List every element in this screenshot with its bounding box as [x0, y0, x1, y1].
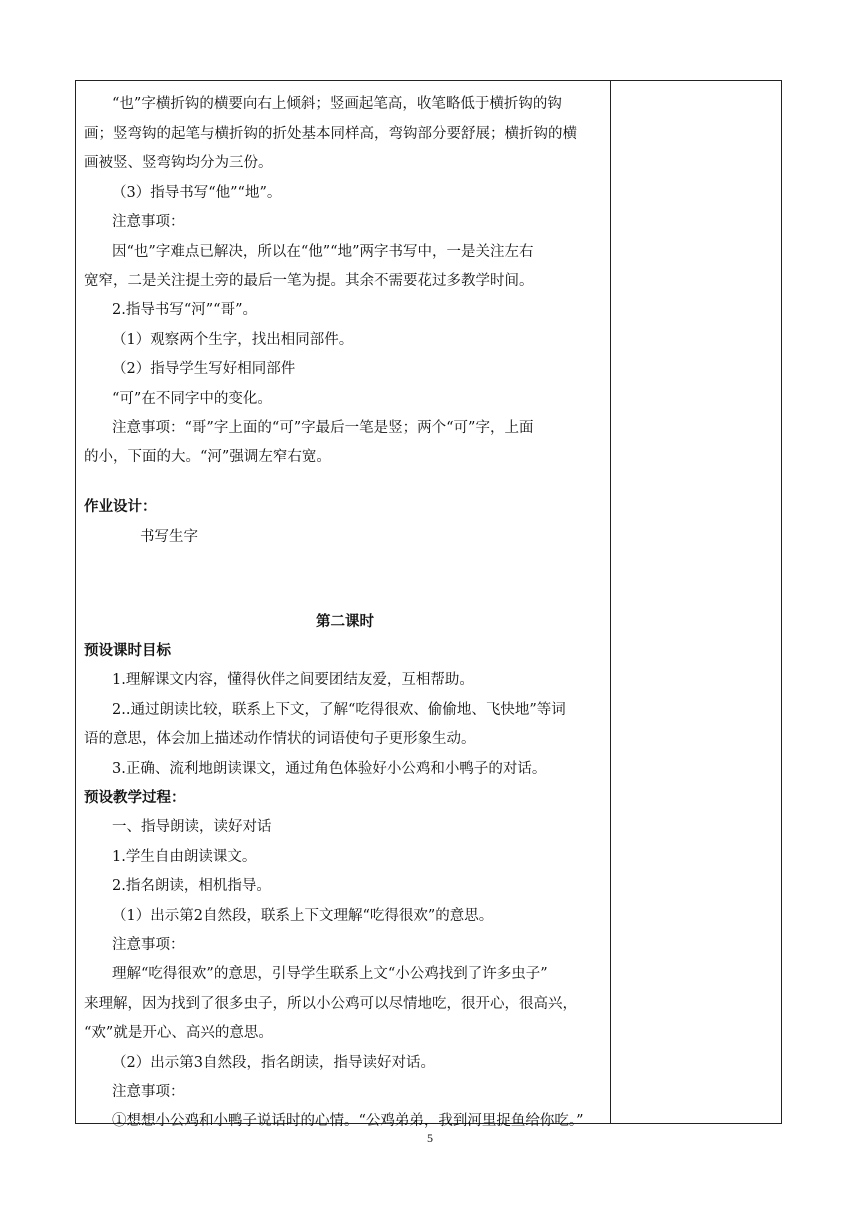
text-line: 2..通过朗读比较，联系上下文，了解“吃得很欢、偷偷地、飞快地”等词	[112, 702, 566, 718]
homework-heading: 作业设计：	[84, 499, 157, 515]
text-line: 因“也”字难点已解决，所以在“他”“地”两字书写中，一是关注左右	[112, 244, 534, 260]
text-line: 理解“吃得很欢”的意思，引导学生联系上文“小公鸡找到了许多虫子”	[112, 966, 548, 982]
text-line: “可”在不同字中的变化。	[112, 391, 272, 407]
text-line: 1.学生自由朗读课文。	[112, 849, 257, 865]
text-line: 语的意思，体会加上描述动作情状的词语使句子更形象生动。	[84, 731, 476, 747]
process-heading: 预设教学过程：	[84, 790, 186, 806]
text-line: 1.理解课文内容，懂得伙伴之间要团结友爱，互相帮助。	[112, 672, 474, 688]
text-line: 2.指导书写“河”“哥”。	[112, 302, 257, 318]
text-line: “也”字横折钩的横要向右上倾斜；竖画起笔高，收笔略低于横折钩的钩	[112, 96, 562, 112]
homework-text: 书写生字	[140, 529, 198, 545]
text-line: （1）出示第2自然段，联系上下文理解“吃得很欢”的意思。	[112, 908, 494, 924]
text-line: 注意事项：	[112, 1084, 185, 1100]
column-divider	[610, 81, 611, 1123]
text-line: 一、指导朗读，读好对话	[112, 819, 272, 835]
text-line: 画被竖、竖弯钩均分为三份。	[84, 155, 273, 171]
section-title: 第二课时	[316, 614, 374, 630]
text-line: 宽窄，二是关注提土旁的最后一笔为提。其余不需要花过多教学时间。	[84, 273, 534, 289]
text-line: 注意事项：	[112, 214, 185, 230]
text-line: （2）指导学生写好相同部件	[112, 361, 296, 377]
text-line: 2.指名朗读，相机指导。	[112, 878, 271, 894]
lesson-table	[75, 80, 782, 1129]
text-line: （2）出示第3自然段，指名朗读，指导读好对话。	[112, 1055, 435, 1071]
goals-heading: 预设课时目标	[84, 643, 171, 659]
text-line: “欢”就是开心、高兴的意思。	[84, 1025, 273, 1041]
text-line: 来理解，因为找到了很多虫子，所以小公鸡可以尽情地吃，很开心，很高兴，	[84, 996, 577, 1012]
text-line: （1）观察两个生字，找出相同部件。	[112, 332, 354, 348]
text-line: ①想想小公鸡和小鸭子说话时的心情。“公鸡弟弟，我到河里捉鱼给你吃。”	[112, 1113, 584, 1129]
text-line: 注意事项：	[112, 937, 185, 953]
page-number: 5	[427, 1131, 433, 1145]
text-line: 3.正确、流利地朗读课文，通过角色体验好小公鸡和小鸭子的对话。	[112, 761, 547, 777]
text-line: 注意事项：“哥”字上面的“可”字最后一笔是竖；两个“可”字，上面	[112, 420, 534, 436]
text-line: 画；竖弯钩的起笔与横折钩的折处基本同样高，弯钩部分要舒展；横折钩的横	[84, 126, 577, 142]
text-line: 的小，下面的大。“河”强调左窄右宽。	[84, 449, 331, 465]
text-line: （3）指导书写“他”“地”。	[112, 185, 282, 201]
